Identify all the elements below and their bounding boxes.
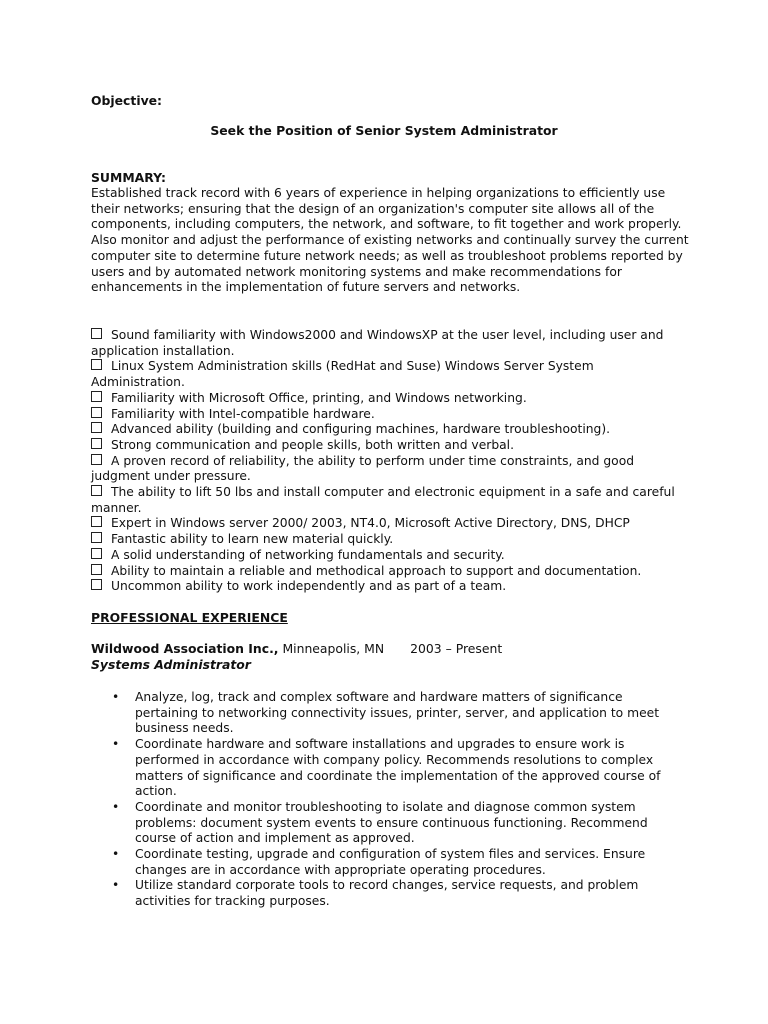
skill-text: Familiarity with Intel-compatible hardware. — [111, 406, 375, 421]
checkbox-icon — [91, 454, 102, 465]
duty-text: Coordinate and monitor troubleshooting to isolate and diagnose common system problems: document system events to ensure continuous functioning. Recommend course of action and implement as approved. — [135, 799, 648, 846]
employer-location: Minneapolis, MN — [282, 641, 385, 656]
skill-item — [91, 407, 681, 423]
employer-line — [91, 641, 502, 656]
checkbox-icon — [91, 532, 102, 543]
checkbox-icon — [91, 407, 102, 418]
skill-text: Familiarity with Microsoft Office, printing, and Windows networking. — [111, 390, 527, 405]
duty-item — [91, 690, 681, 737]
skill-item — [91, 391, 681, 407]
duty-item — [91, 800, 681, 847]
duty-item — [91, 847, 681, 878]
bullet-icon: • — [112, 878, 120, 893]
skill-item — [91, 579, 681, 595]
bullet-icon: • — [112, 847, 120, 862]
skill-item — [91, 359, 681, 390]
skills-list — [91, 328, 681, 595]
objective-label: Objective: — [91, 93, 163, 108]
checkbox-icon — [91, 422, 102, 433]
employer-name: Wildwood Association Inc., — [91, 641, 279, 656]
skill-item — [91, 516, 681, 532]
skill-text: The ability to lift 50 lbs and install computer and electronic equipment in a safe and careful manner. — [91, 485, 675, 515]
skill-item — [91, 454, 681, 485]
skill-item — [91, 422, 681, 438]
duty-text: Coordinate testing, upgrade and configuration of system files and services. Ensure changes are in accordance with appropriate operating procedures. — [135, 847, 646, 877]
skill-text: Sound familiarity with Windows2000 and WindowsXP at the user level, including user and application installation. — [91, 328, 664, 358]
checkbox-icon — [91, 564, 102, 575]
duty-item — [91, 737, 681, 800]
skill-text: A proven record of reliability, the ability to perform under time constraints, and good judgment under pressure. — [91, 453, 635, 484]
duty-text: Analyze, log, track and complex software and hardware matters of significance pertaining to networking connectivity issues, printer, server, and application to meet business needs. — [135, 690, 660, 736]
skill-text: Uncommon ability to work independently and as part of a team. — [111, 579, 507, 594]
job-title: Systems Administrator — [91, 657, 251, 672]
checkbox-icon — [91, 579, 102, 590]
skill-item — [91, 438, 681, 454]
skill-item — [91, 548, 681, 564]
objective-text: Seek the Position of Senior System Administrator — [210, 123, 558, 138]
duty-item — [91, 878, 681, 909]
checkbox-icon — [91, 516, 102, 527]
skill-item — [91, 532, 681, 548]
skill-item — [91, 328, 681, 359]
skill-item — [91, 564, 681, 580]
checkbox-icon — [91, 328, 102, 339]
duties-list — [91, 690, 681, 910]
duty-text: Coordinate hardware and software installations and upgrades to ensure work is performed in accordance with company policy. Recommends resolutions to complex matters of significance and coordinate the implementation of the approved course of action. — [135, 737, 661, 799]
professional-experience-heading: PROFESSIONAL EXPERIENCE — [91, 610, 288, 625]
summary-label: SUMMARY: — [91, 170, 166, 185]
checkbox-icon — [91, 391, 102, 402]
skill-text: Ability to maintain a reliable and methodical approach to support and documentation. — [111, 563, 642, 578]
skill-text: Advanced ability (building and configuring machines, hardware troubleshooting). — [111, 422, 611, 437]
bullet-icon: • — [112, 799, 120, 814]
skill-text: Strong communication and people skills, both written and verbal. — [111, 437, 514, 452]
skill-text: Linux System Administration skills (RedHat and Suse) Windows Server System Administration. — [91, 359, 594, 390]
bullet-icon: • — [112, 690, 120, 704]
summary-text: Established track record with 6 years of experience in helping organizations to efficiently use their networks; ensuring that the design of an organization's computer site allows all of the components, including computers, the network, and software, to fit together and work properly. Also monitor and adjust the performance of existing networks and continually survey the current computer site to determine future network needs; as well as troubleshoot problems reported by users and by automated network monitoring systems and make recommendations for enhancements in the implementation of future servers and networks. — [91, 186, 689, 295]
duty-text: Utilize standard corporate tools to record changes, service requests, and problem activities for tracking purposes. — [135, 878, 639, 909]
skill-text: A solid understanding of networking fundamentals and security. — [111, 547, 505, 562]
skill-item — [91, 485, 681, 516]
checkbox-icon — [91, 438, 102, 449]
checkbox-icon — [91, 359, 102, 370]
skill-text: Expert in Windows server 2000/ 2003, NT4.0, Microsoft Active Directory, DNS, DHCP — [111, 516, 630, 531]
bullet-icon: • — [112, 737, 120, 752]
checkbox-icon — [91, 548, 102, 559]
checkbox-icon — [91, 485, 102, 496]
employment-dates: 2003 – Present — [410, 641, 503, 656]
skill-text: Fantastic ability to learn new material quickly. — [111, 532, 394, 547]
